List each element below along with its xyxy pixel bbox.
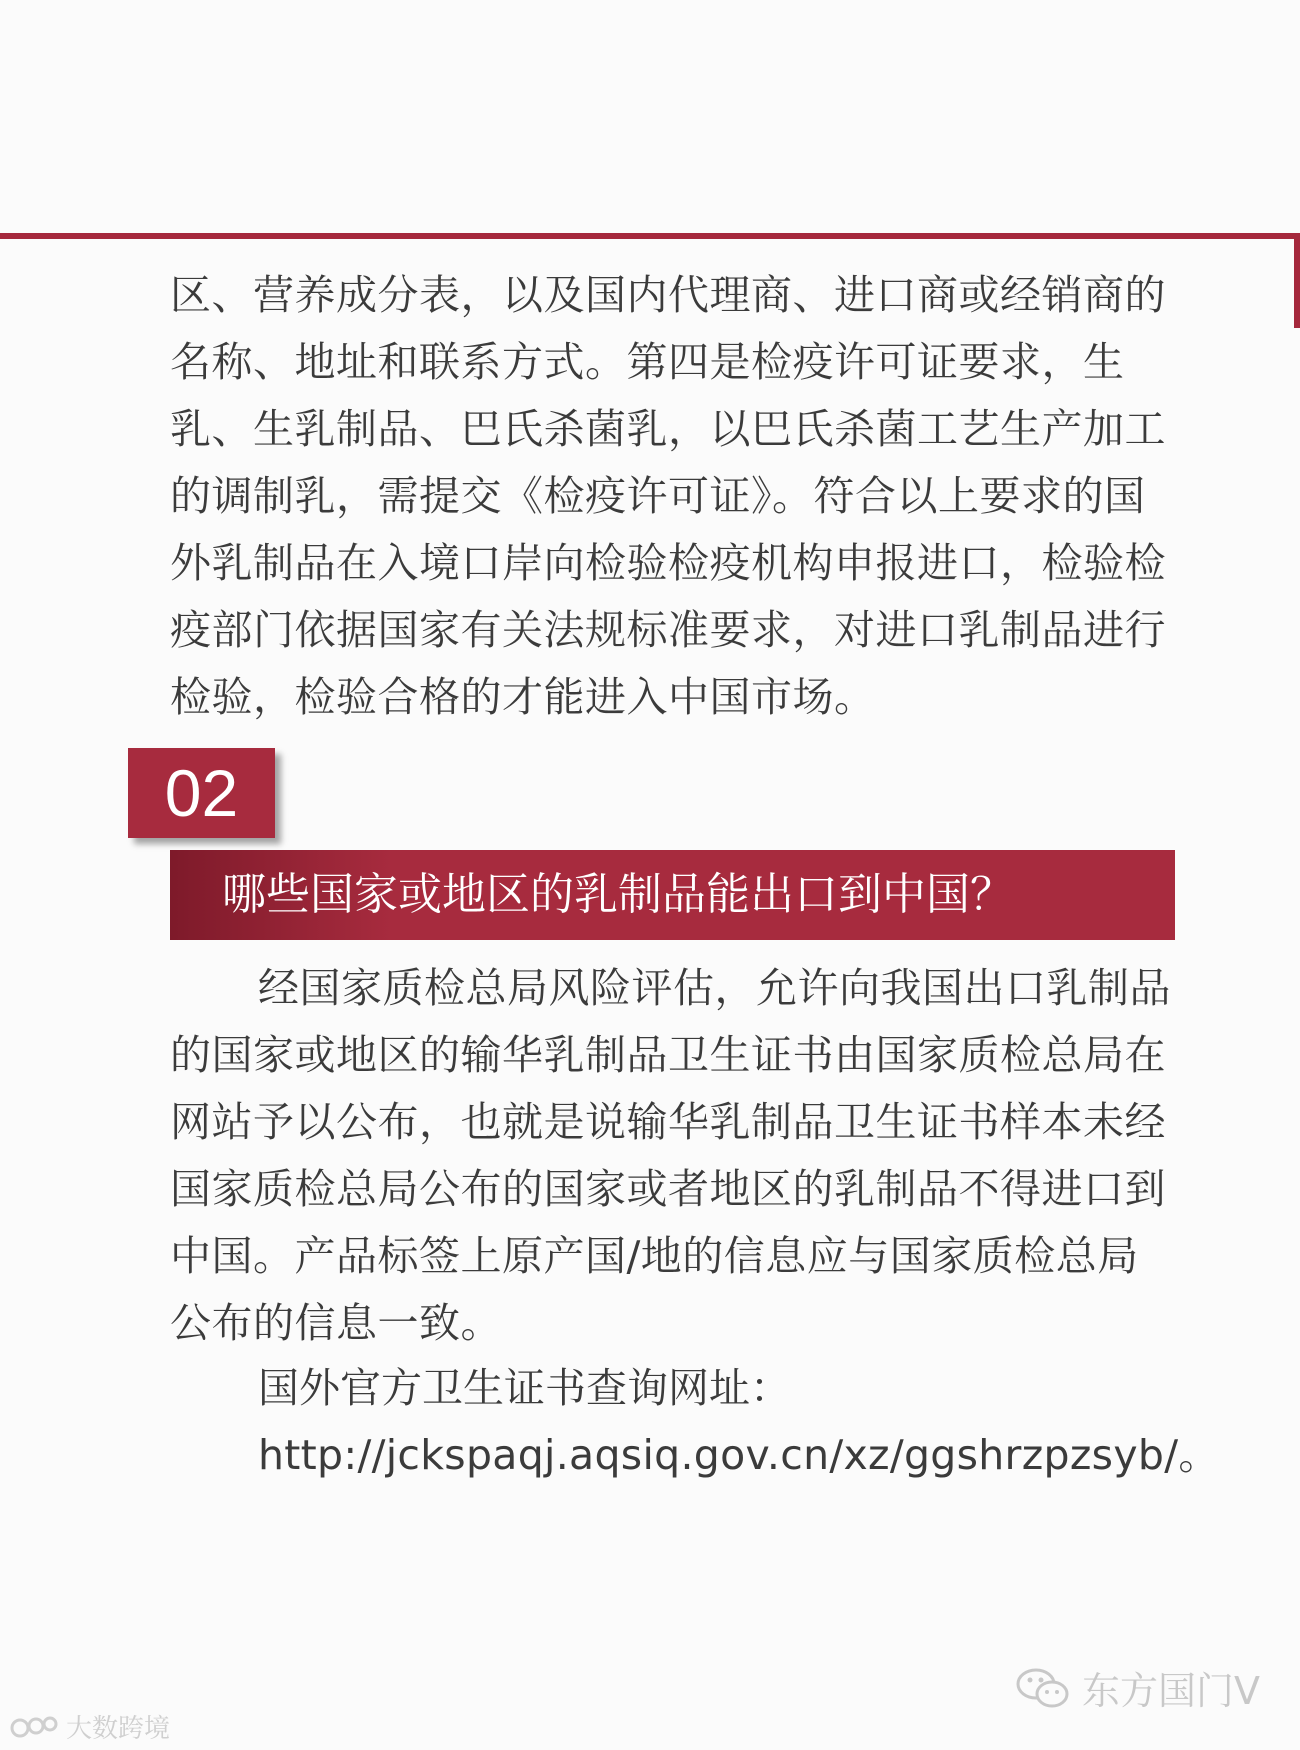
section-number-badge: 02 <box>128 748 275 838</box>
paragraph-countries: 经国家质检总局风险评估，允许向我国出口乳制品的国家或地区的输华乳制品卫生证书由国家质检总局在网站予以公布，也就是说输华乳制品卫生证书样本未经国家质检总局公布的国家或者地区的乳制品不得进口到中国。产品标签上原产国/地的信息应与国家质检总局公布的信息一致。 <box>170 964 1171 1347</box>
footer-watermark-text: 大数跨境 <box>66 1714 171 1744</box>
paragraph-requirements: 区、营养成分表，以及国内代理商、进口商或经销商的名称、地址和联系方式。第四是检疫许可证要求，生乳、生乳制品、巴氏杀菌乳，以巴氏杀菌工艺生产加工的调制乳，需提交《检疫许可证》。符合以上要求的国外乳制品在入境口岸向检验检疫机构申报进口，检验检疫部门依据国家有关法规标准要求，对进口乳制品进行检验，检验合格的才能进入中国市场。 <box>170 271 1166 721</box>
footer-watermark <box>10 1708 170 1745</box>
url-label: 国外官方卫生证书查询网址： <box>258 1364 791 1412</box>
top-divider <box>0 233 1300 239</box>
wechat-icon <box>1014 1666 1072 1710</box>
footer-brand-name: 东方国门V <box>1082 1669 1260 1713</box>
footer-brand <box>1014 1660 1260 1715</box>
section-title: 哪些国家或地区的乳制品能出口到中国？ <box>170 850 1175 940</box>
right-accent-rule <box>1294 233 1300 328</box>
dashu-logo-icon <box>10 1712 60 1742</box>
certificate-url-link[interactable]: http://jckspaqj.aqsiq.gov.cn/xz/ggshrzpzsyb/。 <box>258 1431 1220 1479</box>
